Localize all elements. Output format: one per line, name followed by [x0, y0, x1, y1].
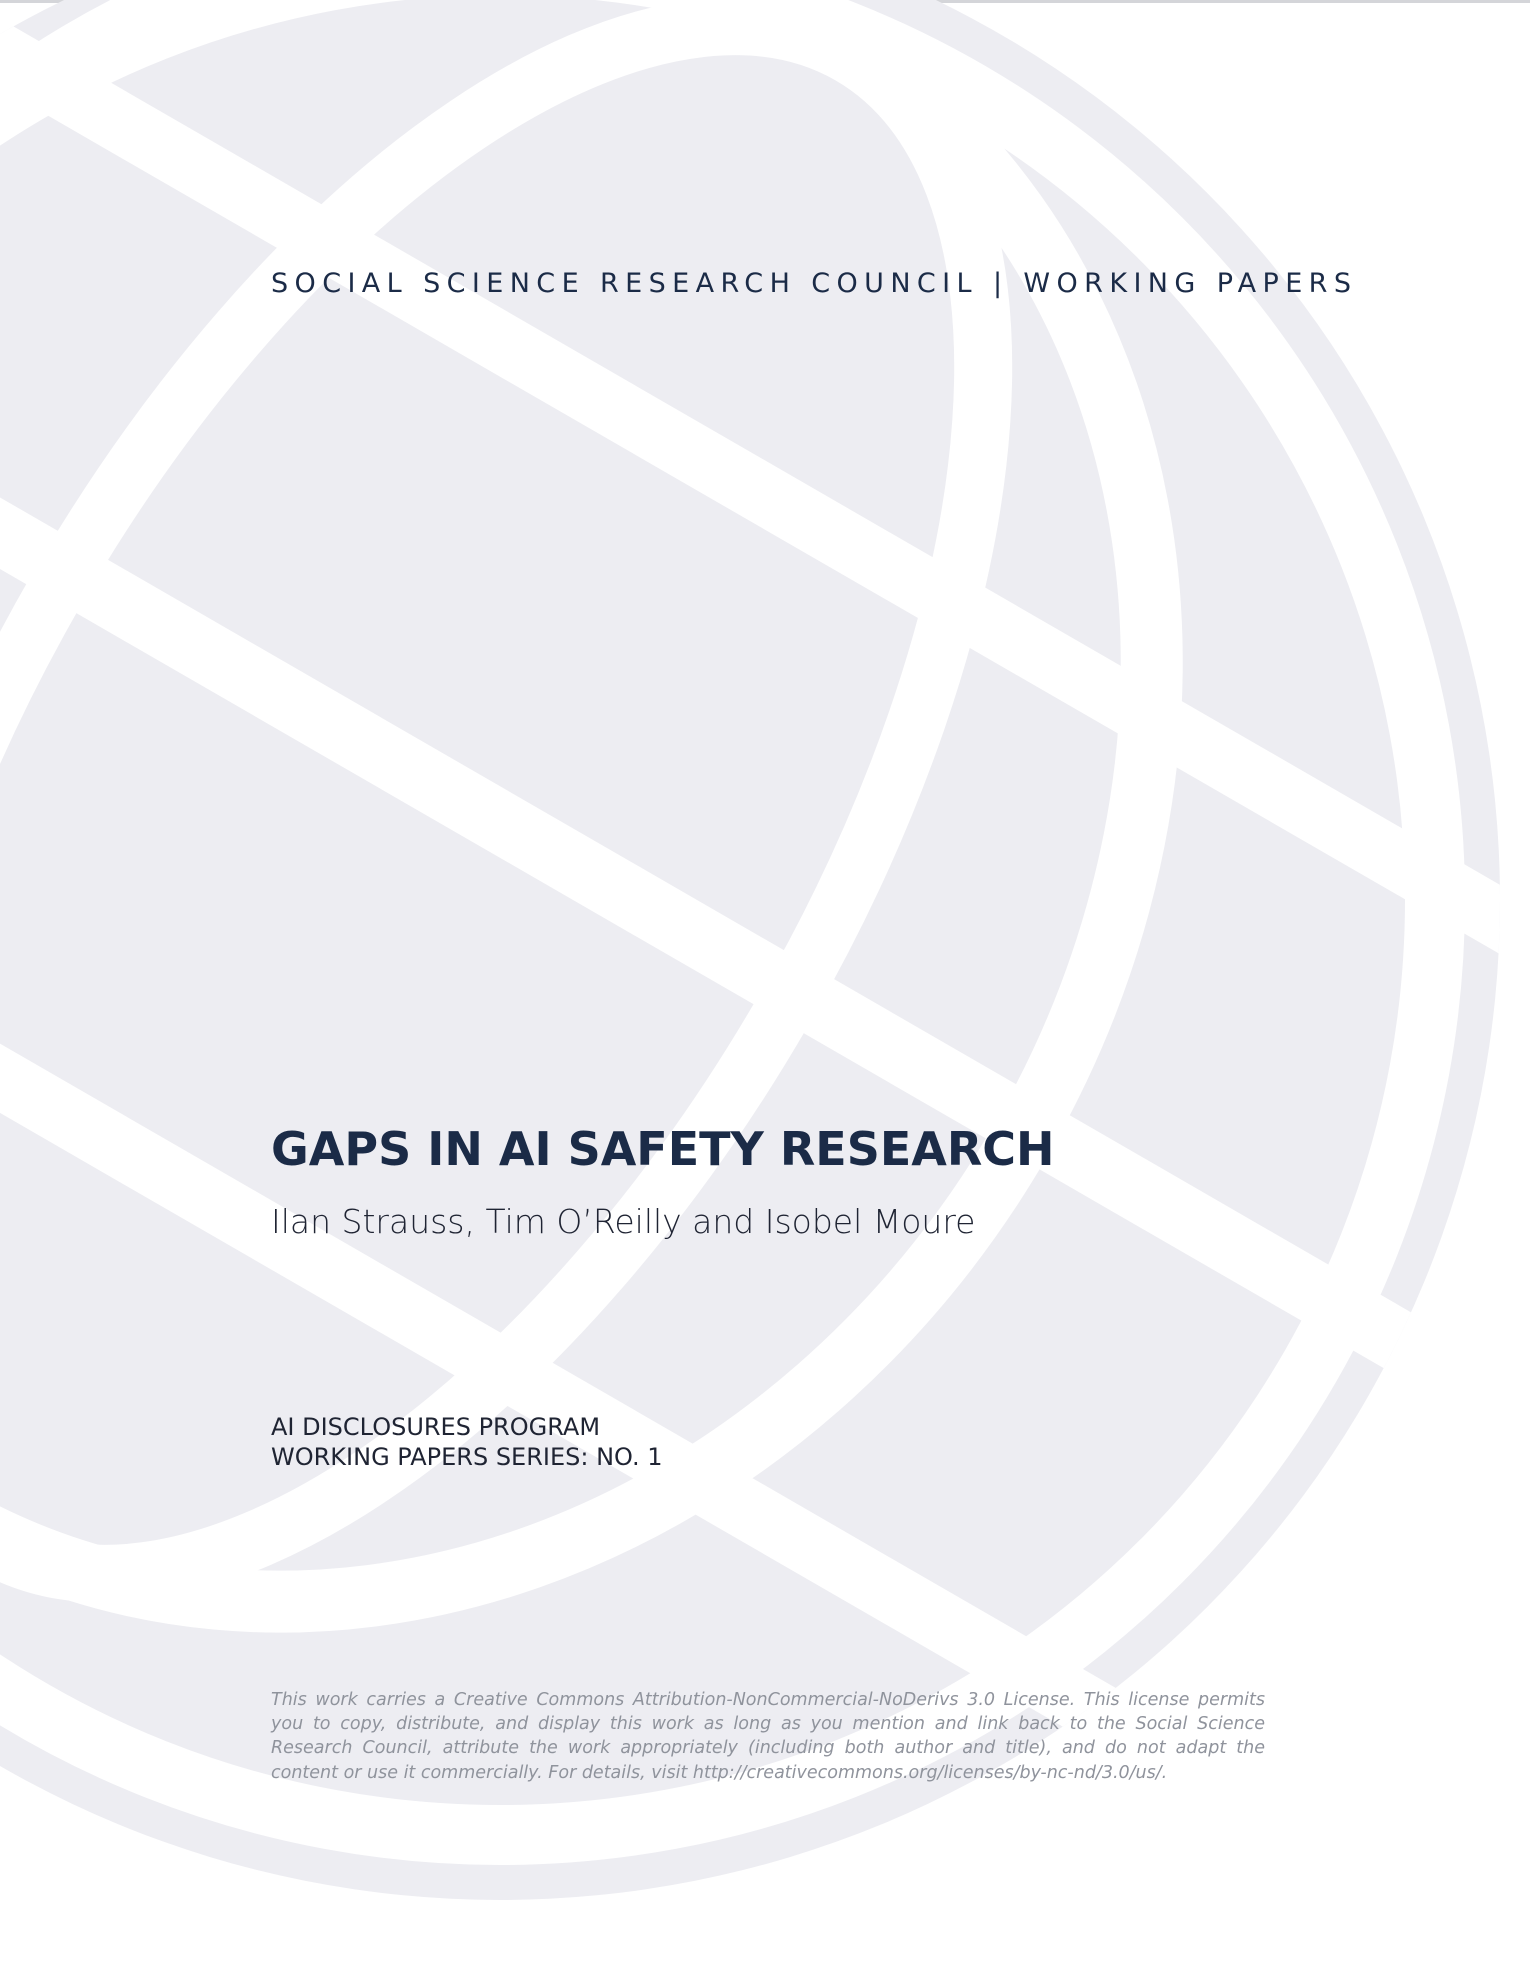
program-info: [271, 1412, 663, 1472]
series-header: SOCIAL SCIENCE RESEARCH COUNCIL | WORKING PAPERS: [271, 268, 1358, 299]
license-notice: This work carries a Creative Commons Attribution-NonCommercial-NoDerivs 3.0 License. This license permits you to copy, distribute, and display this work as long as you mention and link back to the Social Science Research Council, attribute the work appropriately (including both author and title), and do not adapt the content or use it commercially. For details, visit http://creativecommons.org/licenses/by-nc-nd/3.0/us/.: [271, 1690, 1265, 1783]
author-list: Ilan Strauss, Tim O’Reilly and Isobel Moure: [271, 1202, 976, 1241]
page-title: GAPS IN AI SAFETY RESEARCH: [271, 1122, 1055, 1176]
program-name: AI DISCLOSURES PROGRAM: [271, 1413, 601, 1441]
series-number: WORKING PAPERS SERIES: NO. 1: [271, 1443, 663, 1471]
